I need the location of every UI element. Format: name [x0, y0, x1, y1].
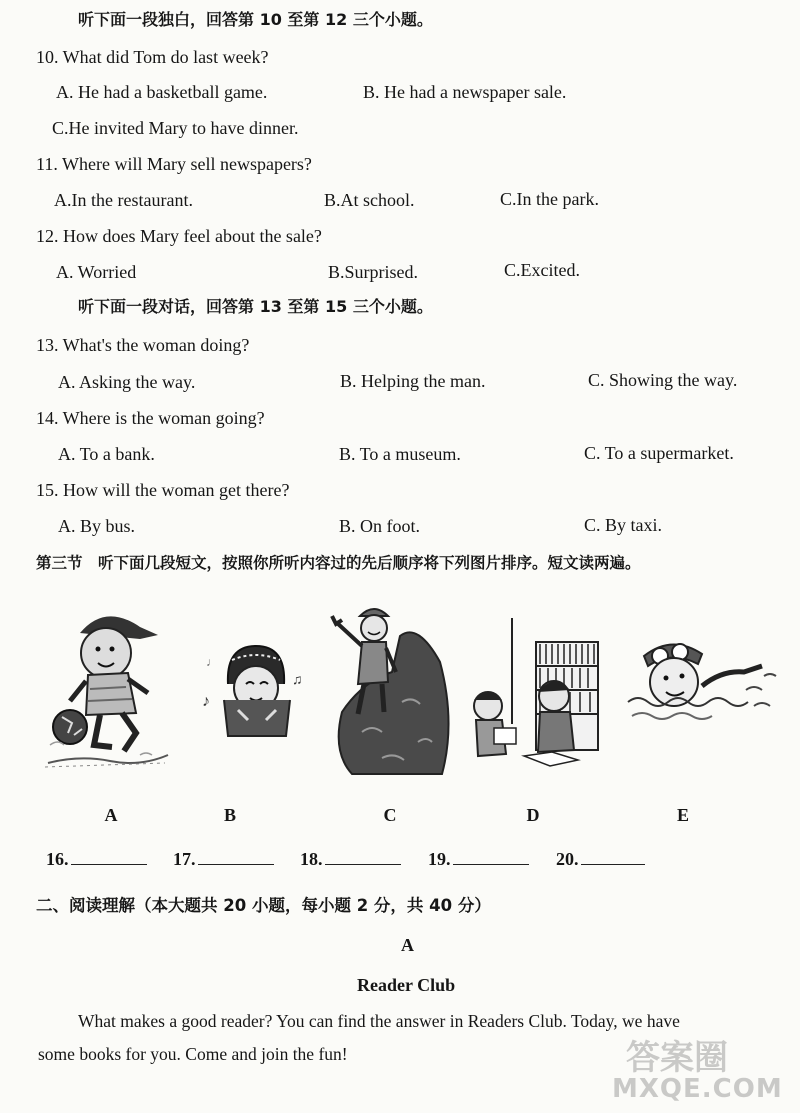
option-14-c: C. To a supermarket. — [584, 443, 734, 463]
question-10: 10. What did Tom do last week? — [36, 47, 269, 67]
listening-intro-monologue: 听下面一段独白，回答第 10 至第 12 三个小题。 — [78, 10, 433, 29]
option-14-a: A. To a bank. — [58, 444, 155, 464]
answer-blank-19[interactable]: 19. — [428, 848, 529, 870]
picture-c-climber — [322, 602, 456, 780]
question-15: 15. How will the woman get there? — [36, 480, 290, 500]
watermark-logo: 答案圈 — [626, 1038, 728, 1078]
option-13-b: B. Helping the man. — [340, 371, 486, 391]
picture-a-boy-football — [40, 605, 170, 775]
part3-heading: 第三节 听下面几段短文，按照你所听内容过的先后顺序将下列图片排序。短文读两遍。 — [36, 554, 641, 572]
answer-blank-16[interactable]: 16. — [46, 848, 147, 870]
option-10-b: B. He had a newspaper sale. — [363, 82, 567, 102]
watermark-site: MXQE.COM — [612, 1074, 783, 1104]
reading-section-heading: 二、阅读理解（本大题共 20 小题，每小题 2 分，共 40 分） — [36, 896, 491, 915]
option-12-b: B.Surprised. — [328, 262, 418, 282]
passage-title: Reader Club — [357, 975, 456, 995]
picture-d-library-reading — [466, 614, 604, 782]
option-13-a: A. Asking the way. — [58, 372, 196, 392]
option-13-c: C. Showing the way. — [588, 370, 738, 390]
picture-b-girl-music — [198, 640, 308, 745]
question-14: 14. Where is the woman going? — [36, 408, 265, 428]
picture-e-swimmer — [622, 630, 782, 730]
option-10-c: C.He invited Mary to have dinner. — [52, 118, 299, 138]
option-11-b: B.At school. — [324, 190, 415, 210]
answer-blank-17[interactable]: 17. — [173, 848, 274, 870]
picture-label-a: A — [104, 805, 118, 825]
answer-blank-18[interactable]: 18. — [300, 848, 401, 870]
picture-label-b: B — [223, 805, 236, 825]
picture-label-d: D — [526, 805, 540, 825]
picture-label-c: C — [383, 805, 397, 825]
svg-text:♫: ♫ — [292, 673, 303, 688]
option-15-a: A. By bus. — [58, 516, 136, 536]
passage-letter: A — [401, 935, 414, 955]
listening-intro-dialogue: 听下面一段对话，回答第 13 至第 15 三个小题。 — [78, 297, 433, 316]
svg-text:♩: ♩ — [206, 655, 218, 669]
option-15-b: B. On foot. — [339, 516, 420, 536]
svg-text:♪: ♪ — [202, 693, 210, 710]
option-14-b: B. To a museum. — [339, 444, 461, 464]
question-13: 13. What's the woman doing? — [36, 335, 250, 355]
passage-line-2: some books for you. Come and join the fun! — [38, 1044, 348, 1064]
option-11-a: A.In the restaurant. — [54, 190, 193, 210]
question-11: 11. Where will Mary sell newspapers? — [36, 154, 312, 174]
answer-blank-20[interactable]: 20. — [556, 848, 645, 870]
option-10-a: A. He had a basketball game. — [56, 82, 268, 102]
picture-label-e: E — [676, 805, 689, 825]
option-12-a: A. Worried — [56, 262, 137, 282]
passage-line-1: What makes a good reader? You can find the answer in Readers Club. Today, we have — [78, 1011, 680, 1031]
question-12: 12. How does Mary feel about the sale? — [36, 226, 322, 246]
option-12-c: C.Excited. — [504, 260, 580, 280]
option-11-c: C.In the park. — [500, 189, 599, 209]
option-15-c: C. By taxi. — [584, 515, 663, 535]
